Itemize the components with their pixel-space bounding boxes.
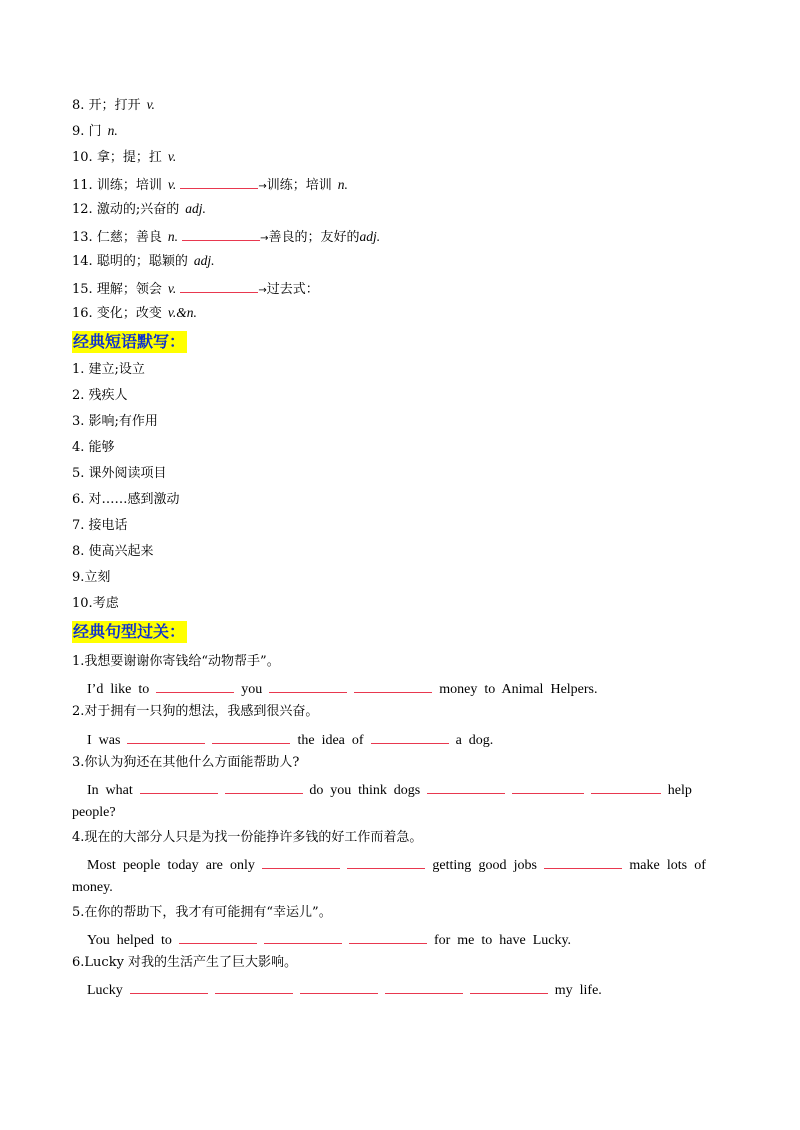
word: only: [230, 858, 255, 873]
derived-part-of-speech: adj.: [359, 229, 381, 244]
word: like: [110, 682, 132, 697]
part-of-speech: adj.: [193, 253, 215, 268]
item-number: 4.: [72, 440, 85, 455]
phrases-heading: 经典短语默写：: [73, 332, 186, 351]
word: Animal: [501, 682, 544, 697]
vocab-item: [72, 304, 197, 323]
item-number: 9.: [72, 570, 85, 585]
part-of-speech: v.: [167, 149, 177, 164]
word: Lucky: [87, 983, 123, 998]
phrase-text: 立刻: [84, 570, 111, 585]
item-number: 13.: [72, 230, 93, 245]
answer-blank[interactable]: [264, 929, 342, 944]
word: was: [98, 733, 121, 748]
word: getting: [432, 858, 472, 873]
answer-blank[interactable]: [544, 854, 622, 869]
part-of-speech: v.: [167, 281, 177, 296]
phrase-item: [72, 517, 128, 535]
item-number: 10.: [72, 150, 93, 165]
phrase-item: [72, 491, 180, 509]
word: what: [105, 783, 133, 798]
phrase-text: 考虑: [92, 596, 119, 611]
word: idea: [321, 733, 345, 748]
phrase-item: [72, 361, 145, 379]
word: to: [138, 682, 150, 697]
word: lots: [666, 858, 688, 873]
item-number: 6.: [72, 492, 85, 507]
word: Most: [87, 858, 116, 873]
answer-blank[interactable]: [470, 979, 548, 994]
word: of: [351, 733, 364, 748]
phrase-item: [72, 465, 167, 483]
answer-blank[interactable]: [354, 678, 432, 693]
sentence-prompt: 2.对于拥有一只狗的想法，我感到很兴奋。: [72, 704, 319, 719]
derived-part-of-speech: n.: [337, 177, 348, 192]
sentence-prompt: 6.Lucky 对我的生活产生了巨大影响。: [72, 955, 298, 970]
part-of-speech: v.&n.: [167, 305, 197, 320]
vocab-item: [72, 122, 118, 141]
vocab-item: [72, 174, 348, 196]
answer-blank[interactable]: [262, 854, 340, 869]
word: do: [309, 783, 324, 798]
item-number: 16.: [72, 306, 93, 321]
sentence-prompt: 4.现在的大部分人只是为找一份能挣许多钱的好工作而着急。: [72, 830, 423, 845]
word: You: [87, 933, 110, 948]
word: me: [457, 933, 475, 948]
arrow-icon: →: [258, 181, 267, 192]
phrase-item: [72, 387, 128, 405]
answer-blank[interactable]: [140, 779, 218, 794]
phrase-item: [72, 595, 119, 613]
word: you: [330, 783, 352, 798]
answer-blank[interactable]: [182, 226, 260, 241]
item-number: 14.: [72, 254, 93, 269]
word: of: [694, 858, 706, 873]
word: my: [554, 983, 573, 998]
answer-blank[interactable]: [591, 779, 661, 794]
word: make: [629, 858, 660, 873]
word: today: [167, 858, 199, 873]
word: to: [484, 682, 496, 697]
answer-blank[interactable]: [180, 278, 258, 293]
vocab-meaning: 开；打开: [88, 98, 141, 113]
word: jobs: [513, 858, 537, 873]
sentence-answer: [87, 979, 602, 1000]
word: help: [667, 783, 692, 798]
sentence-answer: [87, 854, 706, 875]
answer-blank[interactable]: [225, 779, 303, 794]
word: helped: [116, 933, 155, 948]
answer-blank[interactable]: [427, 779, 505, 794]
phrase-item: [72, 543, 154, 561]
sentence-prompt: 1.我想要谢谢你寄钱给“动物帮手”。: [72, 654, 280, 669]
derived-meaning: 过去式：: [266, 282, 319, 297]
answer-blank[interactable]: [127, 729, 205, 744]
phrase-text: 残疾人: [88, 388, 128, 403]
word: a: [455, 733, 462, 748]
part-of-speech: v.: [167, 177, 177, 192]
word: dog.: [468, 733, 494, 748]
phrase-item: [72, 439, 115, 457]
word: I: [87, 733, 92, 748]
answer-blank[interactable]: [130, 979, 208, 994]
word: dogs: [393, 783, 421, 798]
answer-blank[interactable]: [179, 929, 257, 944]
phrase-item: [72, 569, 110, 587]
vocab-meaning: 理解；领会: [96, 282, 162, 297]
sentence-answer: [87, 729, 493, 750]
phrase-text: 影响;有作用: [88, 414, 158, 429]
phrase-text: 课外阅读项目: [88, 466, 167, 481]
derived-meaning: 训练；培训: [266, 178, 332, 193]
item-number: 5.: [72, 466, 85, 481]
vocab-meaning: 训练；培训: [96, 178, 162, 193]
vocab-item: [72, 96, 155, 115]
word: life.: [579, 983, 602, 998]
phrase-text: 对……感到激动: [88, 492, 180, 507]
answer-blank[interactable]: [156, 678, 234, 693]
arrow-icon: →: [258, 285, 267, 296]
part-of-speech: adj.: [185, 201, 206, 216]
part-of-speech: n.: [167, 229, 178, 244]
vocab-item: [72, 278, 319, 300]
arrow-icon: →: [260, 233, 269, 244]
vocab-meaning: 门: [88, 124, 102, 139]
vocab-meaning: 聪明的；聪颖的: [96, 254, 188, 269]
sentences-heading: 经典句型过关：: [73, 622, 186, 641]
sentence-answer-continued: money.: [72, 880, 113, 895]
word: are: [205, 858, 223, 873]
phrase-text: 使高兴起来: [88, 544, 154, 559]
vocab-meaning: 仁慈；善良: [96, 230, 162, 245]
item-number: 12.: [72, 202, 93, 217]
word: people: [122, 858, 161, 873]
word: Lucky.: [532, 933, 572, 948]
word: In: [87, 783, 99, 798]
sentence-answer-continued: people?: [72, 805, 116, 820]
vocab-meaning: 拿；提；扛: [96, 150, 162, 165]
sentence-prompt: 3.你认为狗还在其他什么方面能帮助人?: [72, 755, 300, 770]
answer-blank[interactable]: [512, 779, 584, 794]
word: the: [297, 733, 315, 748]
answer-blank[interactable]: [371, 729, 449, 744]
phrase-text: 建立;设立: [88, 362, 145, 377]
answer-blank[interactable]: [349, 929, 427, 944]
answer-blank[interactable]: [269, 678, 347, 693]
vocab-item: [72, 200, 206, 219]
item-number: 15.: [72, 282, 93, 297]
part-of-speech: v.: [146, 97, 155, 112]
answer-blank[interactable]: [347, 854, 425, 869]
vocab-meaning: 激动的;兴奋的: [96, 202, 180, 217]
word: have: [499, 933, 526, 948]
answer-blank[interactable]: [180, 174, 258, 189]
word: to: [481, 933, 493, 948]
answer-blank[interactable]: [212, 729, 290, 744]
phrase-text: 能够: [88, 440, 115, 455]
sentence-prompt: 5.在你的帮助下，我才有可能拥有“幸运儿”。: [72, 905, 332, 920]
word: good: [478, 858, 507, 873]
item-number: 8.: [72, 544, 85, 559]
item-number: 8.: [72, 98, 85, 113]
sentence-answer: [87, 779, 692, 800]
item-number: 11.: [72, 178, 93, 193]
item-number: 10.: [72, 596, 93, 611]
word: money: [439, 682, 478, 697]
phrase-item: [72, 413, 158, 431]
vocab-item: [72, 148, 176, 167]
answer-blank[interactable]: [215, 979, 293, 994]
answer-blank[interactable]: [385, 979, 463, 994]
vocab-meaning: 变化；改变: [96, 306, 162, 321]
derived-meaning: 善良的；友好的: [268, 230, 360, 245]
sentence-answer: [87, 929, 571, 950]
word: I’d: [87, 682, 104, 697]
vocab-item: [72, 252, 214, 271]
phrase-text: 接电话: [88, 518, 128, 533]
word: to: [161, 933, 172, 948]
item-number: 2.: [72, 388, 85, 403]
word: think: [358, 783, 387, 798]
item-number: 1.: [72, 362, 85, 377]
word: for: [433, 933, 451, 948]
word: you: [241, 682, 263, 697]
item-number: 9.: [72, 124, 85, 139]
word: Helpers.: [550, 682, 598, 697]
sentence-answer: [87, 678, 598, 699]
part-of-speech: n.: [107, 123, 118, 138]
item-number: 7.: [72, 518, 85, 533]
item-number: 3.: [72, 414, 85, 429]
vocab-item: [72, 226, 380, 248]
answer-blank[interactable]: [300, 979, 378, 994]
